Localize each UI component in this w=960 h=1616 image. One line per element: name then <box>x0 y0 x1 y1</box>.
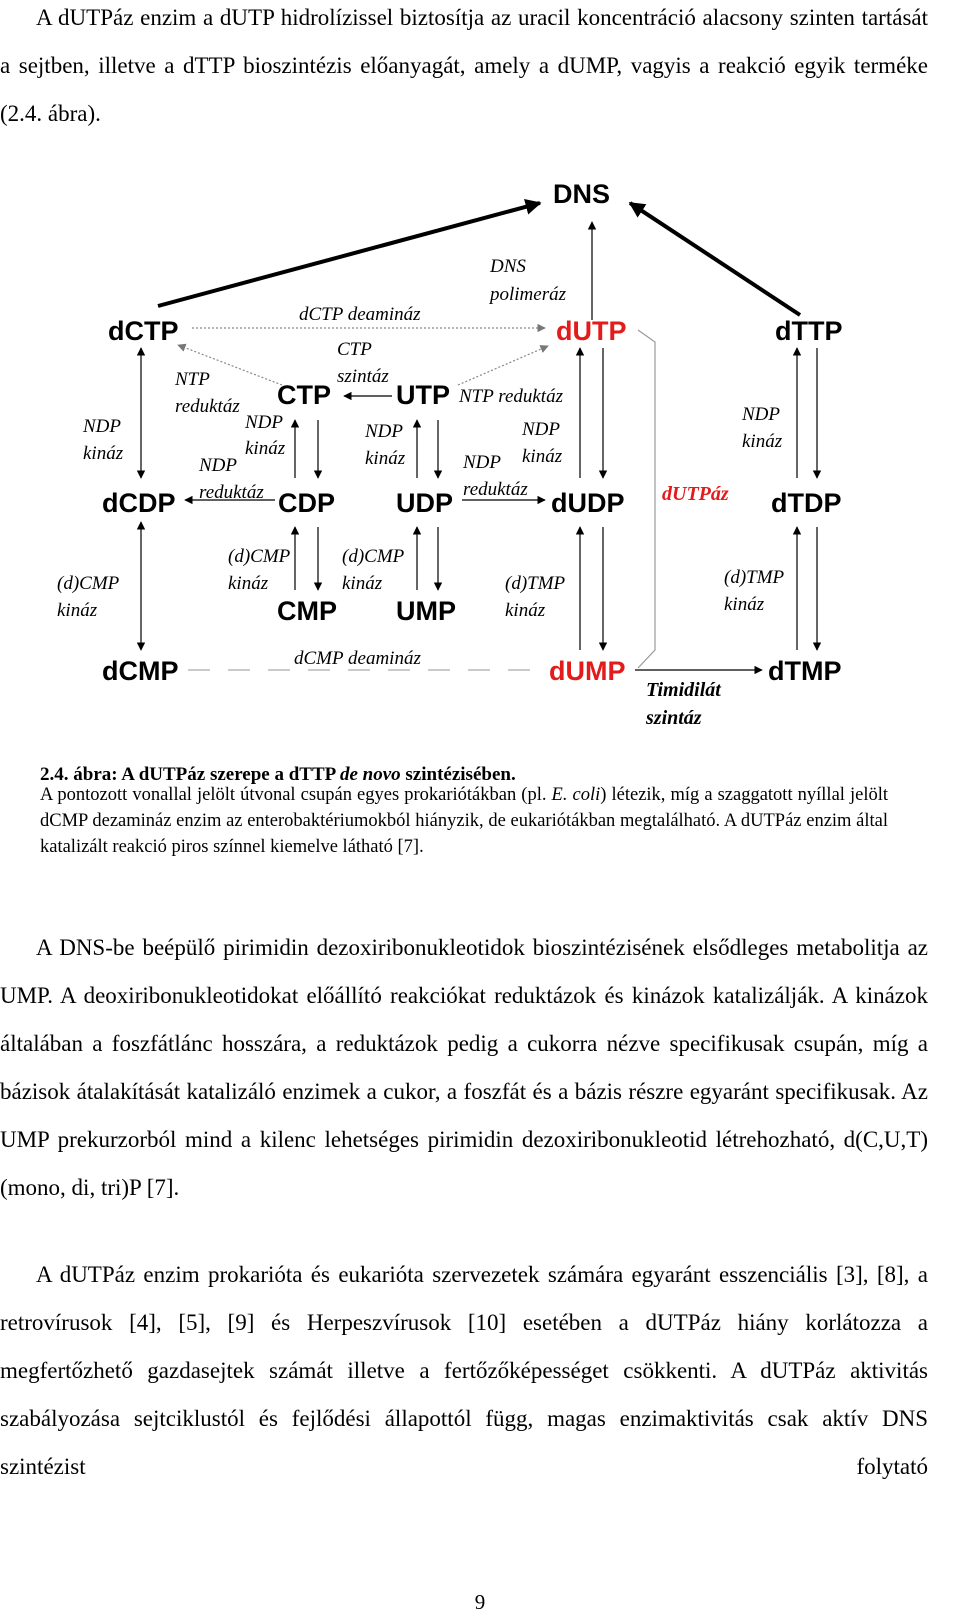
body-paragraph-2: A dUTPáz enzim prokarióta és eukarióta szervezetek számára egyaránt esszenciális [3], [8], a retrovírusok [4], [5], [9] és Herpeszvírusok [10] esetében a dUTPáz hiány korlátozza a megfertőzhető gazdasejtek számát illetve a fertőzőképességet csökkenti. A dUTPáz aktivitás szabályozása sejtciklustól és fejlődési állapottól függ, magas enzimaktivitás csak aktív DNS szintézist folytató <box>0 1262 928 1479</box>
node-dudp: dUDP <box>551 488 625 518</box>
node-dctp: dCTP <box>108 316 179 346</box>
enz-dtmp-kinaz-a-2: kináz <box>505 600 546 621</box>
intro-paragraph: A dUTPáz enzim a dUTP hidrolízissel biztosítja az uracil koncentráció alacsony szinten tartását a sejtben, illetve a dTTP bioszintézis előanyagát, amely a dUMP, vagyis a reakció egyik terméke (2.4. ábra). <box>0 5 928 126</box>
node-dns: DNS <box>553 179 611 209</box>
node-dutp: dUTP <box>556 316 627 346</box>
enz-dcmp-kinaz-a-2: kináz <box>57 600 98 621</box>
enz-ntp-reduktaz-right: NTP reduktáz <box>459 386 563 407</box>
enz-dns-polimeraz-2: polimeráz <box>490 284 566 305</box>
enz-dns-polimeraz-1: DNS <box>490 256 526 277</box>
enz-ndp-reduktaz-right-1: NDP <box>463 452 501 473</box>
node-ump: UMP <box>396 596 456 626</box>
enz-dtmp-kinaz-a-1: (d)TMP <box>505 573 566 594</box>
enz-dtmp-kinaz-b-2: kináz <box>724 594 765 615</box>
figure-caption-text: A pontozott vonallal jelölt útvonal csupán egyes prokariótákban (pl. E. coli) létezik, míg a szaggatott nyíllal jelölt dCMP dezamináz enzim az enterobaktériumokból hiányzik, de eukariótákban megtalálható. A dUTPáz enzim által katalizált reakció piros színnel kiemelve látható [7]. <box>40 785 889 857</box>
enz-dcmp-kinaz-b-1: (d)CMP <box>228 546 291 567</box>
node-dttp: dTTP <box>775 316 843 346</box>
enz-dtmp-kinaz-b-1: (d)TMP <box>724 567 785 588</box>
arrow-dctp-to-dns <box>158 203 540 306</box>
arrow-dttp-to-dns <box>630 203 800 315</box>
enz-timidilat-szintaz-1: Timidilát <box>646 679 721 701</box>
dutpaz-line <box>638 330 655 668</box>
page-number: 9 <box>474 1590 486 1614</box>
node-utp: UTP <box>396 380 450 410</box>
node-dtdp: dTDP <box>771 488 842 518</box>
enz-dctp-deaminaz: dCTP deamináz <box>299 304 421 325</box>
node-udp: UDP <box>396 488 454 518</box>
enz-timidilat-szintaz-2: szintáz <box>646 707 702 729</box>
enz-ndp-kinaz-b-2: kináz <box>245 438 286 459</box>
enz-dcmp-kinaz-c-1: (d)CMP <box>342 546 405 567</box>
enz-dcmp-deaminaz: dCMP deamináz <box>294 648 421 669</box>
body-paragraph-1: A DNS-be beépülő pirimidin dezoxiribonukleotidok bioszintézisének elsődleges metabolitja az UMP. A deoxiribonukleotidokat előállító reakciókat reduktázok és kinázok katalizálják. A kinázok általában a foszfátlánc hosszára, a reduktázok pedig a cukorra nézve specifikusak csupán, míg a bázisok átalakítását katalizáló enzimek a cukor, a foszfát és a bázis részre egyaránt specifikusak. Az UMP prekurzorból mind a kilenc lehetséges pirimidin dezoxiribonukleotid létrehozható, d(C,U,T) (mono, di, tri)P [7]. <box>0 935 928 1200</box>
node-dcmp: dCMP <box>102 656 179 686</box>
enz-dutpaz: dUTPáz <box>662 483 729 505</box>
node-dump: dUMP <box>549 656 626 686</box>
node-dtmp: dTMP <box>768 656 842 686</box>
enz-ndp-kinaz-c-2: kináz <box>365 448 406 469</box>
figure-caption-title: 2.4. ábra: A dUTPáz szerepe a dTTP de novo szintézisében. <box>40 764 516 785</box>
enz-ndp-kinaz-a-2: kináz <box>83 443 124 464</box>
node-cdp: CDP <box>278 488 336 518</box>
node-ctp: CTP <box>277 380 331 410</box>
pathway-diagram <box>0 0 960 760</box>
enz-ndp-kinaz-c-1: NDP <box>365 421 403 442</box>
enz-ctp-szintaz-2: szintáz <box>337 366 389 387</box>
enz-ndp-reduktaz-left-2: reduktáz <box>199 482 264 503</box>
enz-ntp-reduktaz-left-2: reduktáz <box>175 396 240 417</box>
enz-ndp-kinaz-d-2: kináz <box>522 446 563 467</box>
enz-ntp-reduktaz-left-1: NTP <box>175 369 210 390</box>
enz-ctp-szintaz-1: CTP <box>337 339 372 360</box>
node-cmp: CMP <box>277 596 337 626</box>
enz-ndp-kinaz-d-1: NDP <box>522 419 560 440</box>
dotted-utp-dutp <box>458 346 548 385</box>
enz-dcmp-kinaz-c-2: kináz <box>342 573 383 594</box>
enz-ndp-reduktaz-left-1: NDP <box>199 455 237 476</box>
enz-ndp-reduktaz-right-2: reduktáz <box>463 479 528 500</box>
enz-ndp-kinaz-e-2: kináz <box>742 431 783 452</box>
enz-ndp-kinaz-b-1: NDP <box>245 412 283 433</box>
node-dcdp: dCDP <box>102 488 176 518</box>
enz-ndp-kinaz-a-1: NDP <box>83 416 121 437</box>
enz-dcmp-kinaz-a-1: (d)CMP <box>57 573 120 594</box>
enz-dcmp-kinaz-b-2: kináz <box>228 573 269 594</box>
enz-ndp-kinaz-e-1: NDP <box>742 404 780 425</box>
